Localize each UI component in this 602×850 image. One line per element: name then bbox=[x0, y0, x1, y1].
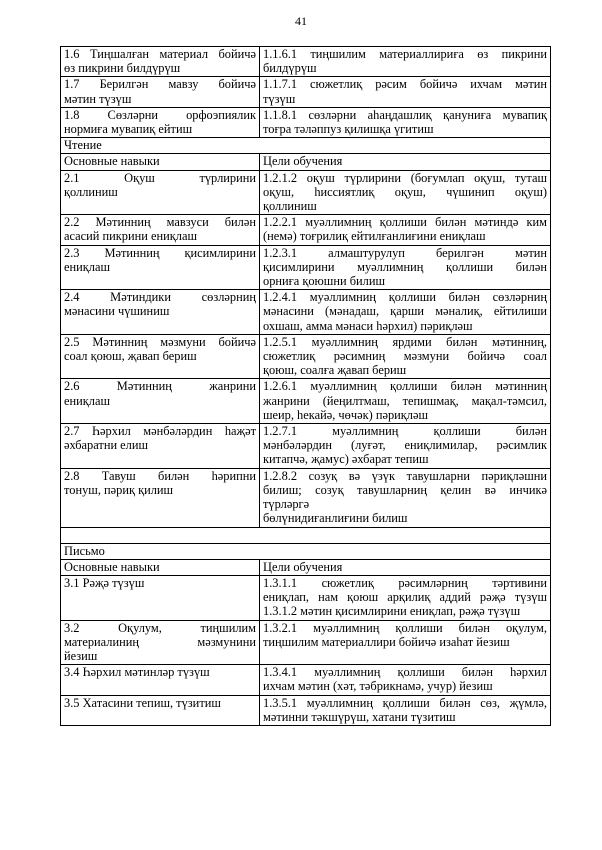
skill-cell bbox=[61, 695, 260, 725]
cell-line: 1.1.8.1 сөзләрни аһаңдашлиқ қануниға мувапиқ bbox=[263, 107, 547, 122]
cell-line: билдүрүш bbox=[263, 61, 317, 76]
cell-line: Цели обучения bbox=[263, 559, 343, 574]
cell-line: Основные навыки bbox=[64, 154, 160, 169]
cell-line: қоюш, соалға җавап бериш bbox=[263, 363, 407, 378]
cell-line: 2.5 Мәтинниң мәзмуни бойичә bbox=[64, 334, 256, 349]
table-row bbox=[61, 379, 551, 424]
table-body bbox=[61, 47, 551, 726]
table-row bbox=[61, 215, 551, 245]
skill-cell bbox=[61, 215, 260, 245]
goal-cell bbox=[260, 620, 551, 665]
goal-cell bbox=[260, 379, 551, 424]
cell-line: тиңшилим материаллири бойичә изаһат йезиш bbox=[263, 634, 510, 649]
cell-line: материалиниң мәзмунини bbox=[64, 634, 256, 649]
cell-line: қоллиниш bbox=[64, 184, 118, 199]
cell-line: 1.1.7.1 сюжетлиқ рәсим бойичә ихчам мәтин bbox=[263, 77, 547, 92]
cell-line: Основные навыки bbox=[64, 559, 160, 574]
goal-cell bbox=[260, 290, 551, 335]
cell-line: 1.1.6.1 тиңшилим материаллириға өз пикрини bbox=[263, 47, 547, 61]
cell-line: 1.2.4.1 муәллимниң қоллиши билән сөзләрниң bbox=[263, 290, 547, 305]
skill-cell bbox=[61, 77, 260, 107]
table-row bbox=[61, 107, 551, 137]
skill-cell bbox=[61, 575, 260, 620]
table-row bbox=[61, 468, 551, 527]
table-row bbox=[61, 559, 551, 575]
cell-line: соал қоюш, җавап бериш bbox=[64, 349, 197, 364]
cell-line: 1.2.1.2 оқуш түрлирини (боғумлап оқуш, туташ bbox=[263, 170, 547, 185]
cell-line: сюжетлиқ рәсимниң мәзмуни бойичә соал bbox=[263, 349, 547, 364]
page-number: 41 bbox=[295, 14, 307, 28]
cell-line: 1.2.7.1 муәллимниң қоллиши билән bbox=[263, 424, 547, 439]
cell-line: йезиш bbox=[64, 648, 98, 663]
cell-line: мәтин түзүш bbox=[64, 91, 132, 106]
goal-cell bbox=[260, 559, 551, 575]
empty-row bbox=[61, 527, 551, 543]
cell-line: 1.2.8.2 созуқ вә үзүк тавушларни пәриқләшни bbox=[263, 468, 547, 483]
goal-cell bbox=[260, 47, 551, 77]
cell-line: мәнасини чүшиниш bbox=[64, 304, 170, 319]
skill-cell bbox=[61, 154, 260, 170]
cell-line: өз пикрини билдүрүш bbox=[64, 61, 181, 76]
goal-cell bbox=[260, 215, 551, 245]
table-row bbox=[61, 334, 551, 379]
cell-line: қоллиниш bbox=[263, 199, 317, 214]
cell-line: әхбаратни елиш bbox=[64, 438, 149, 453]
cell-line: 1.3.4.1 муәллимниң қоллиши билән һәрхил bbox=[263, 665, 547, 680]
cell-line: 2.7 Һәрхил мәнбәләрдин һаҗәт bbox=[64, 424, 256, 439]
goal-cell bbox=[260, 107, 551, 137]
cell-line: 2.2 Мәтинниң мавзуси билән bbox=[64, 215, 256, 230]
goal-cell bbox=[260, 170, 551, 215]
goal-cell bbox=[260, 468, 551, 527]
cell-line: ениқлап, нам қоюш арқилиқ аддий рәҗә түзүш bbox=[263, 590, 547, 605]
skill-cell bbox=[61, 290, 260, 335]
cell-line: ениқлаш bbox=[64, 393, 111, 408]
cell-line: мәнбәләрдин (луғәт, ениқлимилар, рәсимлик bbox=[263, 438, 547, 453]
skill-cell bbox=[61, 424, 260, 469]
cell-line: 3.1 Рәҗә түзүш bbox=[64, 575, 145, 590]
cell-line: 1.3.1.1 сюжетлиқ рәсимләрниң тәртивини bbox=[263, 575, 547, 590]
cell-line: бөлүнидиғанлиғини билиш bbox=[263, 511, 408, 526]
cell-line: 3.5 Хатасини тепиш, түзитиш bbox=[64, 695, 221, 710]
goal-cell bbox=[260, 665, 551, 695]
table-row bbox=[61, 575, 551, 620]
cell-line: мәнасини (мәнадаш, қарши мәналиқ, ейтилиши bbox=[263, 304, 547, 319]
cell-line: 2.6 Мәтинниң жанрини bbox=[64, 379, 256, 394]
cell-line: 2.4 Мәтиндики сөзләрниң bbox=[64, 290, 256, 305]
skill-cell bbox=[61, 379, 260, 424]
table-row bbox=[61, 154, 551, 170]
cell-line: қисимлирини муәллимниң қоллиши билән bbox=[263, 259, 547, 274]
cell-line: тонуш, пәриқ қилиш bbox=[64, 482, 174, 497]
skill-cell bbox=[61, 665, 260, 695]
cell-line: мәтинни тәкшүрүш, хатани түзитиш bbox=[263, 709, 456, 724]
skill-cell bbox=[61, 468, 260, 527]
cell-line: түрләргә bbox=[263, 497, 310, 512]
table-row bbox=[61, 245, 551, 290]
goal-cell bbox=[260, 575, 551, 620]
cell-line: 1.2.6.1 муәллимниң қоллиши билән мәтинниң bbox=[263, 379, 547, 394]
cell-line: 1.2.2.1 муәллимниң қоллиши билән мәтиндә ким bbox=[263, 215, 547, 230]
table-row bbox=[61, 290, 551, 335]
cell-line: 1.3.1.2 мәтин қисимлирини ениқлап, рәҗә түзүш bbox=[263, 604, 521, 619]
cell-line: китапчә, җамус) әхбарат тепиш bbox=[263, 452, 429, 467]
goal-cell bbox=[260, 695, 551, 725]
goal-cell bbox=[260, 154, 551, 170]
cell-line: 1.8 Сөзләрни орфоэпиялик bbox=[64, 107, 256, 122]
cell-line: түзүш bbox=[263, 91, 296, 106]
cell-line: оқуш, һиссиятлиқ оқуш, чүшинип оқуш) bbox=[263, 184, 547, 199]
table-row bbox=[61, 170, 551, 215]
skill-cell bbox=[61, 47, 260, 77]
table-row bbox=[61, 620, 551, 665]
curriculum-table bbox=[60, 46, 551, 726]
empty-cell bbox=[61, 527, 551, 543]
table-row bbox=[61, 47, 551, 77]
skill-cell bbox=[61, 170, 260, 215]
skill-cell bbox=[61, 559, 260, 575]
cell-line: (немә) тоғрилиқ ейтилғанлиғини ениқлаш bbox=[263, 229, 486, 244]
cell-line: орниға қоюшни билиш bbox=[263, 274, 385, 289]
cell-line: 2.3 Мәтинниң қисимлирини bbox=[64, 245, 256, 260]
cell-line: охшаш, амма мәнаси һәрхил) пәриқләш bbox=[263, 318, 473, 333]
cell-line: 1.3.5.1 муәллимниң қоллиши билән сөз, җүмлә, bbox=[263, 695, 547, 710]
goal-cell bbox=[260, 424, 551, 469]
cell-line: 1.2.3.1 алмаштурулуп берилгән мәтин bbox=[263, 245, 547, 260]
table-row bbox=[61, 695, 551, 725]
goal-cell bbox=[260, 334, 551, 379]
skill-cell bbox=[61, 334, 260, 379]
skill-cell bbox=[61, 620, 260, 665]
cell-line: ихчам мәтин (хәт, тәбрикнамә, учур) йезиш bbox=[263, 679, 493, 694]
goal-cell bbox=[260, 77, 551, 107]
cell-line: ениқлаш bbox=[64, 259, 111, 274]
cell-line: 3.4 Һәрхил мәтинләр түзүш bbox=[64, 665, 210, 680]
goal-cell bbox=[260, 245, 551, 290]
cell-line: жанрини (йеңилтмаш, тепишмақ, мақал-тәмсил, bbox=[263, 393, 547, 408]
table-row bbox=[61, 77, 551, 107]
cell-line: тоғра тәләппуз қилишқа үгитиш bbox=[263, 122, 434, 137]
section-row bbox=[61, 543, 551, 559]
section-heading: Чтение bbox=[61, 138, 551, 154]
cell-line: 1.3.2.1 муәллимниң қоллиши билән оқулум, bbox=[263, 620, 547, 635]
cell-line: асасий пикрини ениқлаш bbox=[64, 229, 197, 244]
cell-line: Цели обучения bbox=[263, 154, 343, 169]
cell-line: шеир, һекайә, чөчәк) пәриқләш bbox=[263, 407, 429, 422]
table-row bbox=[61, 424, 551, 469]
cell-line: 2.8 Тавуш билән һәрипни bbox=[64, 468, 256, 483]
skill-cell bbox=[61, 245, 260, 290]
table-row bbox=[61, 665, 551, 695]
cell-line: нормиға мувапиқ ейтиш bbox=[64, 122, 193, 137]
cell-line: 1.7 Берилгән мавзу бойичә bbox=[64, 77, 256, 92]
section-row bbox=[61, 138, 551, 154]
cell-line: 2.1 Оқуш түрлирини bbox=[64, 170, 256, 185]
skill-cell bbox=[61, 107, 260, 137]
cell-line: 1.6 Тиңшалған материал бойичә bbox=[64, 47, 256, 61]
section-heading: Письмо bbox=[61, 543, 551, 559]
cell-line: 3.2 Оқулум, тиңшилим bbox=[64, 620, 256, 635]
cell-line: 1.2.5.1 муәллимниң ярдими билән мәтинниң, bbox=[263, 334, 547, 349]
cell-line: билиш; созуқ тавушларниң қелин вә инчикә bbox=[263, 482, 547, 497]
